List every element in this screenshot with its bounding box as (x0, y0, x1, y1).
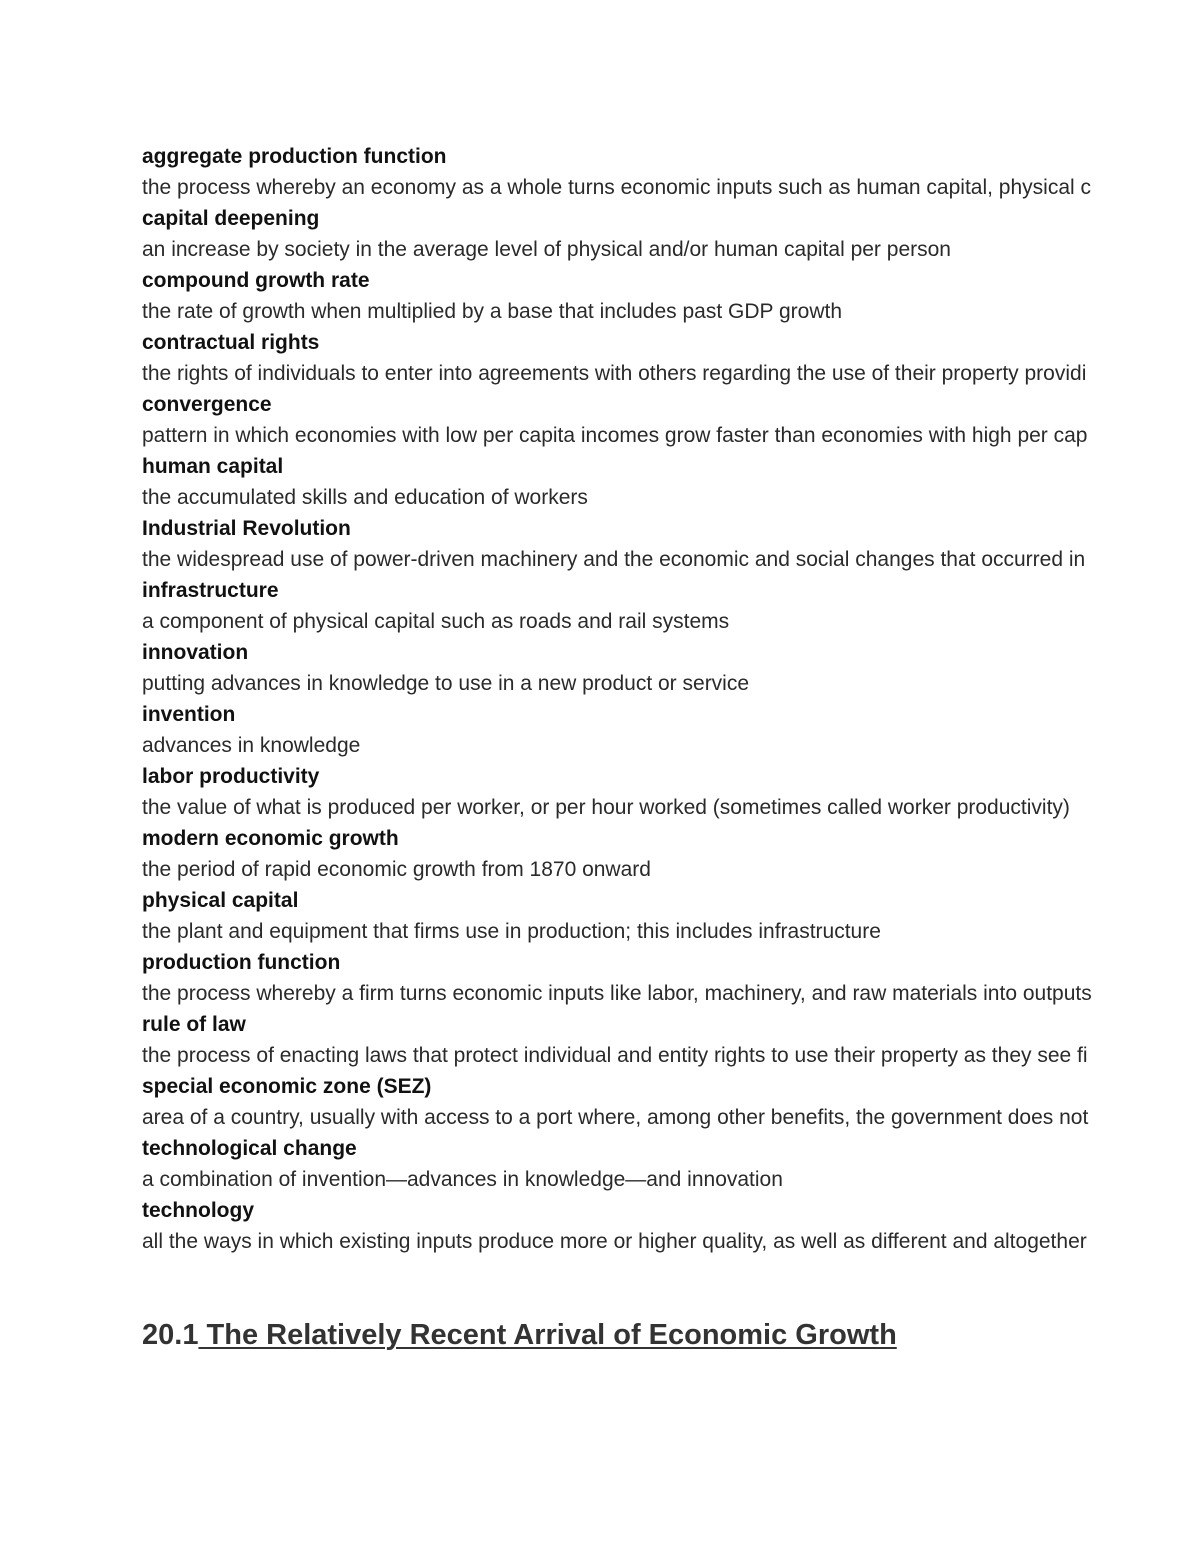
glossary-term: human capital (142, 455, 284, 478)
glossary-term: contractual rights (142, 331, 320, 354)
glossary-term: technological change (142, 1137, 357, 1160)
glossary-definition: an increase by society in the average level of physical and/or human capital per person (142, 238, 951, 261)
glossary-definition: the period of rapid economic growth from 1870 onward (142, 858, 651, 881)
glossary-entry (142, 575, 1200, 637)
glossary-entry (142, 947, 1200, 1009)
glossary-definition: a component of physical capital such as roads and rail systems (142, 610, 730, 633)
glossary-definition: the rights of individuals to enter into agreements with others regarding the use of their property providi (142, 362, 1087, 385)
glossary-entry (142, 885, 1200, 947)
glossary-entry (142, 265, 1200, 327)
glossary-term: convergence (142, 393, 272, 416)
glossary-definition: the widespread use of power-driven machinery and the economic and social changes that occurred in (142, 548, 1086, 571)
glossary-term: modern economic growth (142, 827, 399, 850)
glossary-term: invention (142, 703, 236, 726)
glossary-term: compound growth rate (142, 269, 370, 292)
glossary-entry (142, 327, 1200, 389)
glossary-term: aggregate production function (142, 145, 447, 168)
glossary-entry (142, 141, 1200, 203)
glossary-definition: the plant and equipment that firms use in production; this includes infrastructure (142, 920, 881, 943)
section-title: The Relatively Recent Arrival of Economic Growth (206, 1319, 897, 1351)
section-number: 20.1 (142, 1319, 199, 1351)
glossary-entry (142, 451, 1200, 513)
glossary-definition: the process whereby an economy as a whole turns economic inputs such as human capital, physical c (142, 176, 1091, 199)
glossary-definition: the rate of growth when multiplied by a base that includes past GDP growth (142, 300, 843, 323)
glossary-entry (142, 1195, 1200, 1257)
glossary-entry (142, 389, 1200, 451)
glossary-term: rule of law (142, 1013, 246, 1036)
glossary-definition: area of a country, usually with access to a port where, among other benefits, the government does not (142, 1106, 1089, 1129)
glossary-entry (142, 1009, 1200, 1071)
glossary-definition: all the ways in which existing inputs produce more or higher quality, as well as different and altogether (142, 1230, 1087, 1253)
glossary-term: Industrial Revolution (142, 517, 351, 540)
glossary-entry (142, 699, 1200, 761)
glossary-term: technology (142, 1199, 255, 1222)
glossary-term: physical capital (142, 889, 299, 912)
glossary-definition: putting advances in knowledge to use in a new product or service (142, 672, 750, 695)
glossary-definition: the accumulated skills and education of workers (142, 486, 588, 509)
section-heading (142, 1315, 1200, 1355)
document-body (142, 141, 1200, 1379)
glossary-term: infrastructure (142, 579, 279, 602)
glossary-entry (142, 761, 1200, 823)
glossary-term: innovation (142, 641, 249, 664)
glossary-entry (142, 513, 1200, 575)
glossary-term: capital deepening (142, 207, 320, 230)
glossary-term: special economic zone (SEZ) (142, 1075, 432, 1098)
glossary-entry (142, 1071, 1200, 1133)
glossary-list (142, 141, 1200, 1257)
section-heading-space (198, 1319, 206, 1351)
glossary-entry (142, 203, 1200, 265)
glossary-entry (142, 637, 1200, 699)
glossary-entry (142, 823, 1200, 885)
glossary-definition: advances in knowledge (142, 734, 361, 757)
glossary-definition: the process of enacting laws that protect individual and entity rights to use their property as they see fi (142, 1044, 1088, 1067)
glossary-term: production function (142, 951, 341, 974)
glossary-entry (142, 1133, 1200, 1195)
glossary-definition: pattern in which economies with low per capita incomes grow faster than economies with high per cap (142, 424, 1088, 447)
glossary-term: labor productivity (142, 765, 320, 788)
glossary-definition: the process whereby a firm turns economic inputs like labor, machinery, and raw materials into outputs (142, 982, 1092, 1005)
glossary-definition: a combination of invention—advances in knowledge—and innovation (142, 1168, 783, 1191)
glossary-definition: the value of what is produced per worker, or per hour worked (sometimes called worker productivity) (142, 796, 1070, 819)
